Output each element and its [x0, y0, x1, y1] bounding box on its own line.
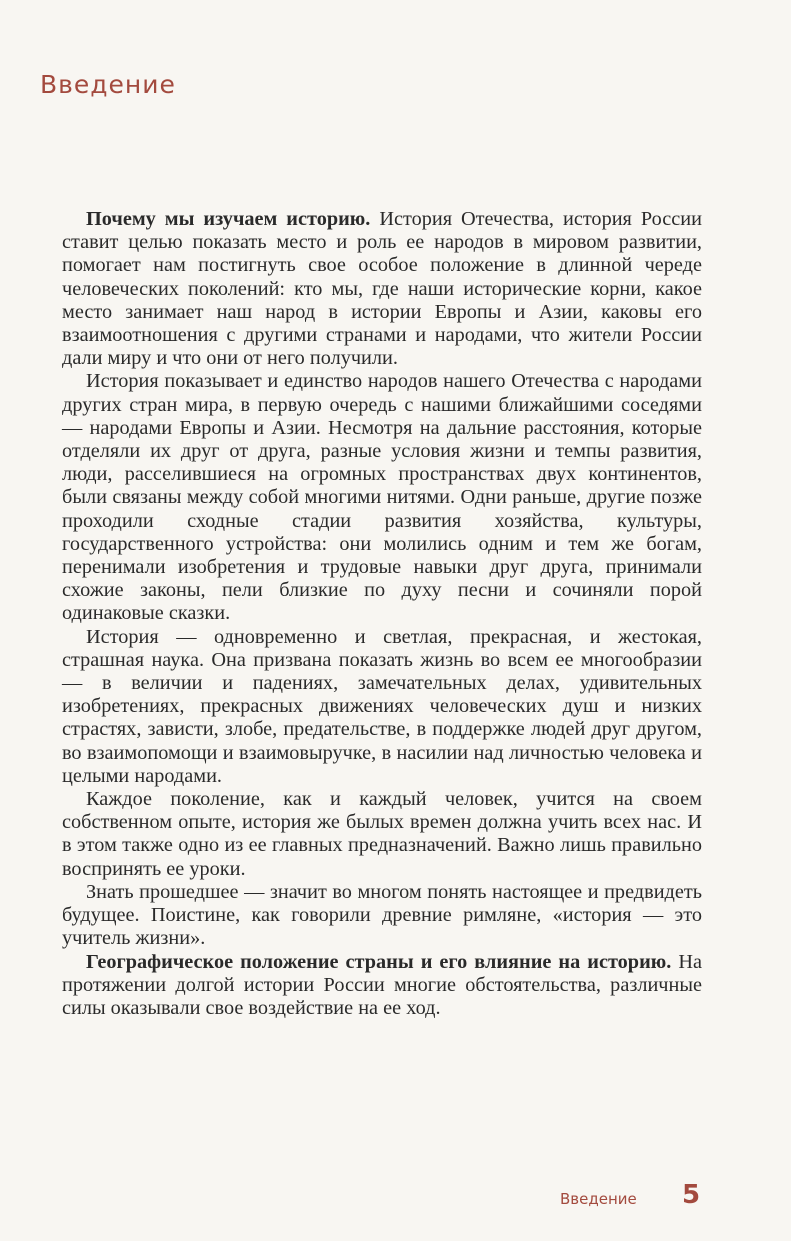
paragraph-lead: Почему мы изучаем историю.: [86, 208, 371, 230]
paragraph-text: Каждое поколение, как и каждый человек, учится на своем собственном опыте, история же былых времен должна учить всех нас. И в этом также одно из ее главных предназначений. Важно лишь правильно воспринять ее уроки.: [62, 788, 702, 880]
paragraph-4: [62, 788, 702, 881]
paragraph-text: История показывает и единство народов нашего Отечества с народами других стран мира, в первую очередь с нашими ближайшими соседями — народами Европы и Азии. Несмотря на дальние расстояния, которые отделяли их друг от друга, разные условия жизни и темпы развития, люди, расселившиеся на огромных пространствах двух континентов, были связаны между собой многими нитями. Одни раньше, другие позже проходили сходные стадии развития хозяйства, культуры, государственного устройства: они молились одним и тем же богам, перенимали изобретения и трудовые навыки друг друга, принимали схожие законы, пели близкие по духу песни и сочиняли порой одинаковые сказки.: [62, 370, 702, 625]
paragraph-1: [62, 208, 702, 370]
body-text: [62, 208, 702, 1020]
paragraph-text: История Отечества, история России ставит целью показать место и роль ее народов в мировом развитии, помогает нам постигнуть свое особое положение в длинной череде человеческих поколений: кто мы, где наши исторические корни, какое место занимает наш народ в истории Европы и Азии, каковы его взаимоотношения с другими странами и народами, что жители России дали миру и что они от него получили.: [62, 208, 702, 370]
page-number: 5: [682, 1180, 701, 1210]
paragraph-text: На протяжении долгой истории России многие обстоятельства, различные силы оказывали свое воздействие на ее ход.: [62, 950, 703, 1019]
paragraph-text: Знать прошедшее — значит во многом понять настоящее и предвидеть будущее. Поистине, как говорили древние римляне, «история — это учитель жизни».: [62, 880, 702, 950]
paragraph-6: [62, 951, 702, 1021]
page-footer: [0, 1180, 791, 1216]
footer-section-title: Введение: [560, 1190, 637, 1208]
paragraph-3: [62, 626, 702, 788]
paragraph-text: История — одновременно и светлая, прекрасная, и жестокая, страшная наука. Она призвана показать жизнь во всем ее многообразии — в величии и падениях, замечательных делах, удивительных изобретениях, прекрасных движениях человеческих душ и низких страстях, зависти, злобе, предательстве, в поддержке людей друг другом, во взаимопомощи и взаимовыручке, в насилии над личностью человека и целыми народами.: [62, 625, 702, 787]
chapter-title: Введение: [40, 70, 176, 99]
paragraph-lead: Географическое положение страны и его влияние на историю.: [86, 950, 672, 973]
paragraph-5: [62, 881, 702, 951]
paragraph-2: [62, 370, 702, 625]
